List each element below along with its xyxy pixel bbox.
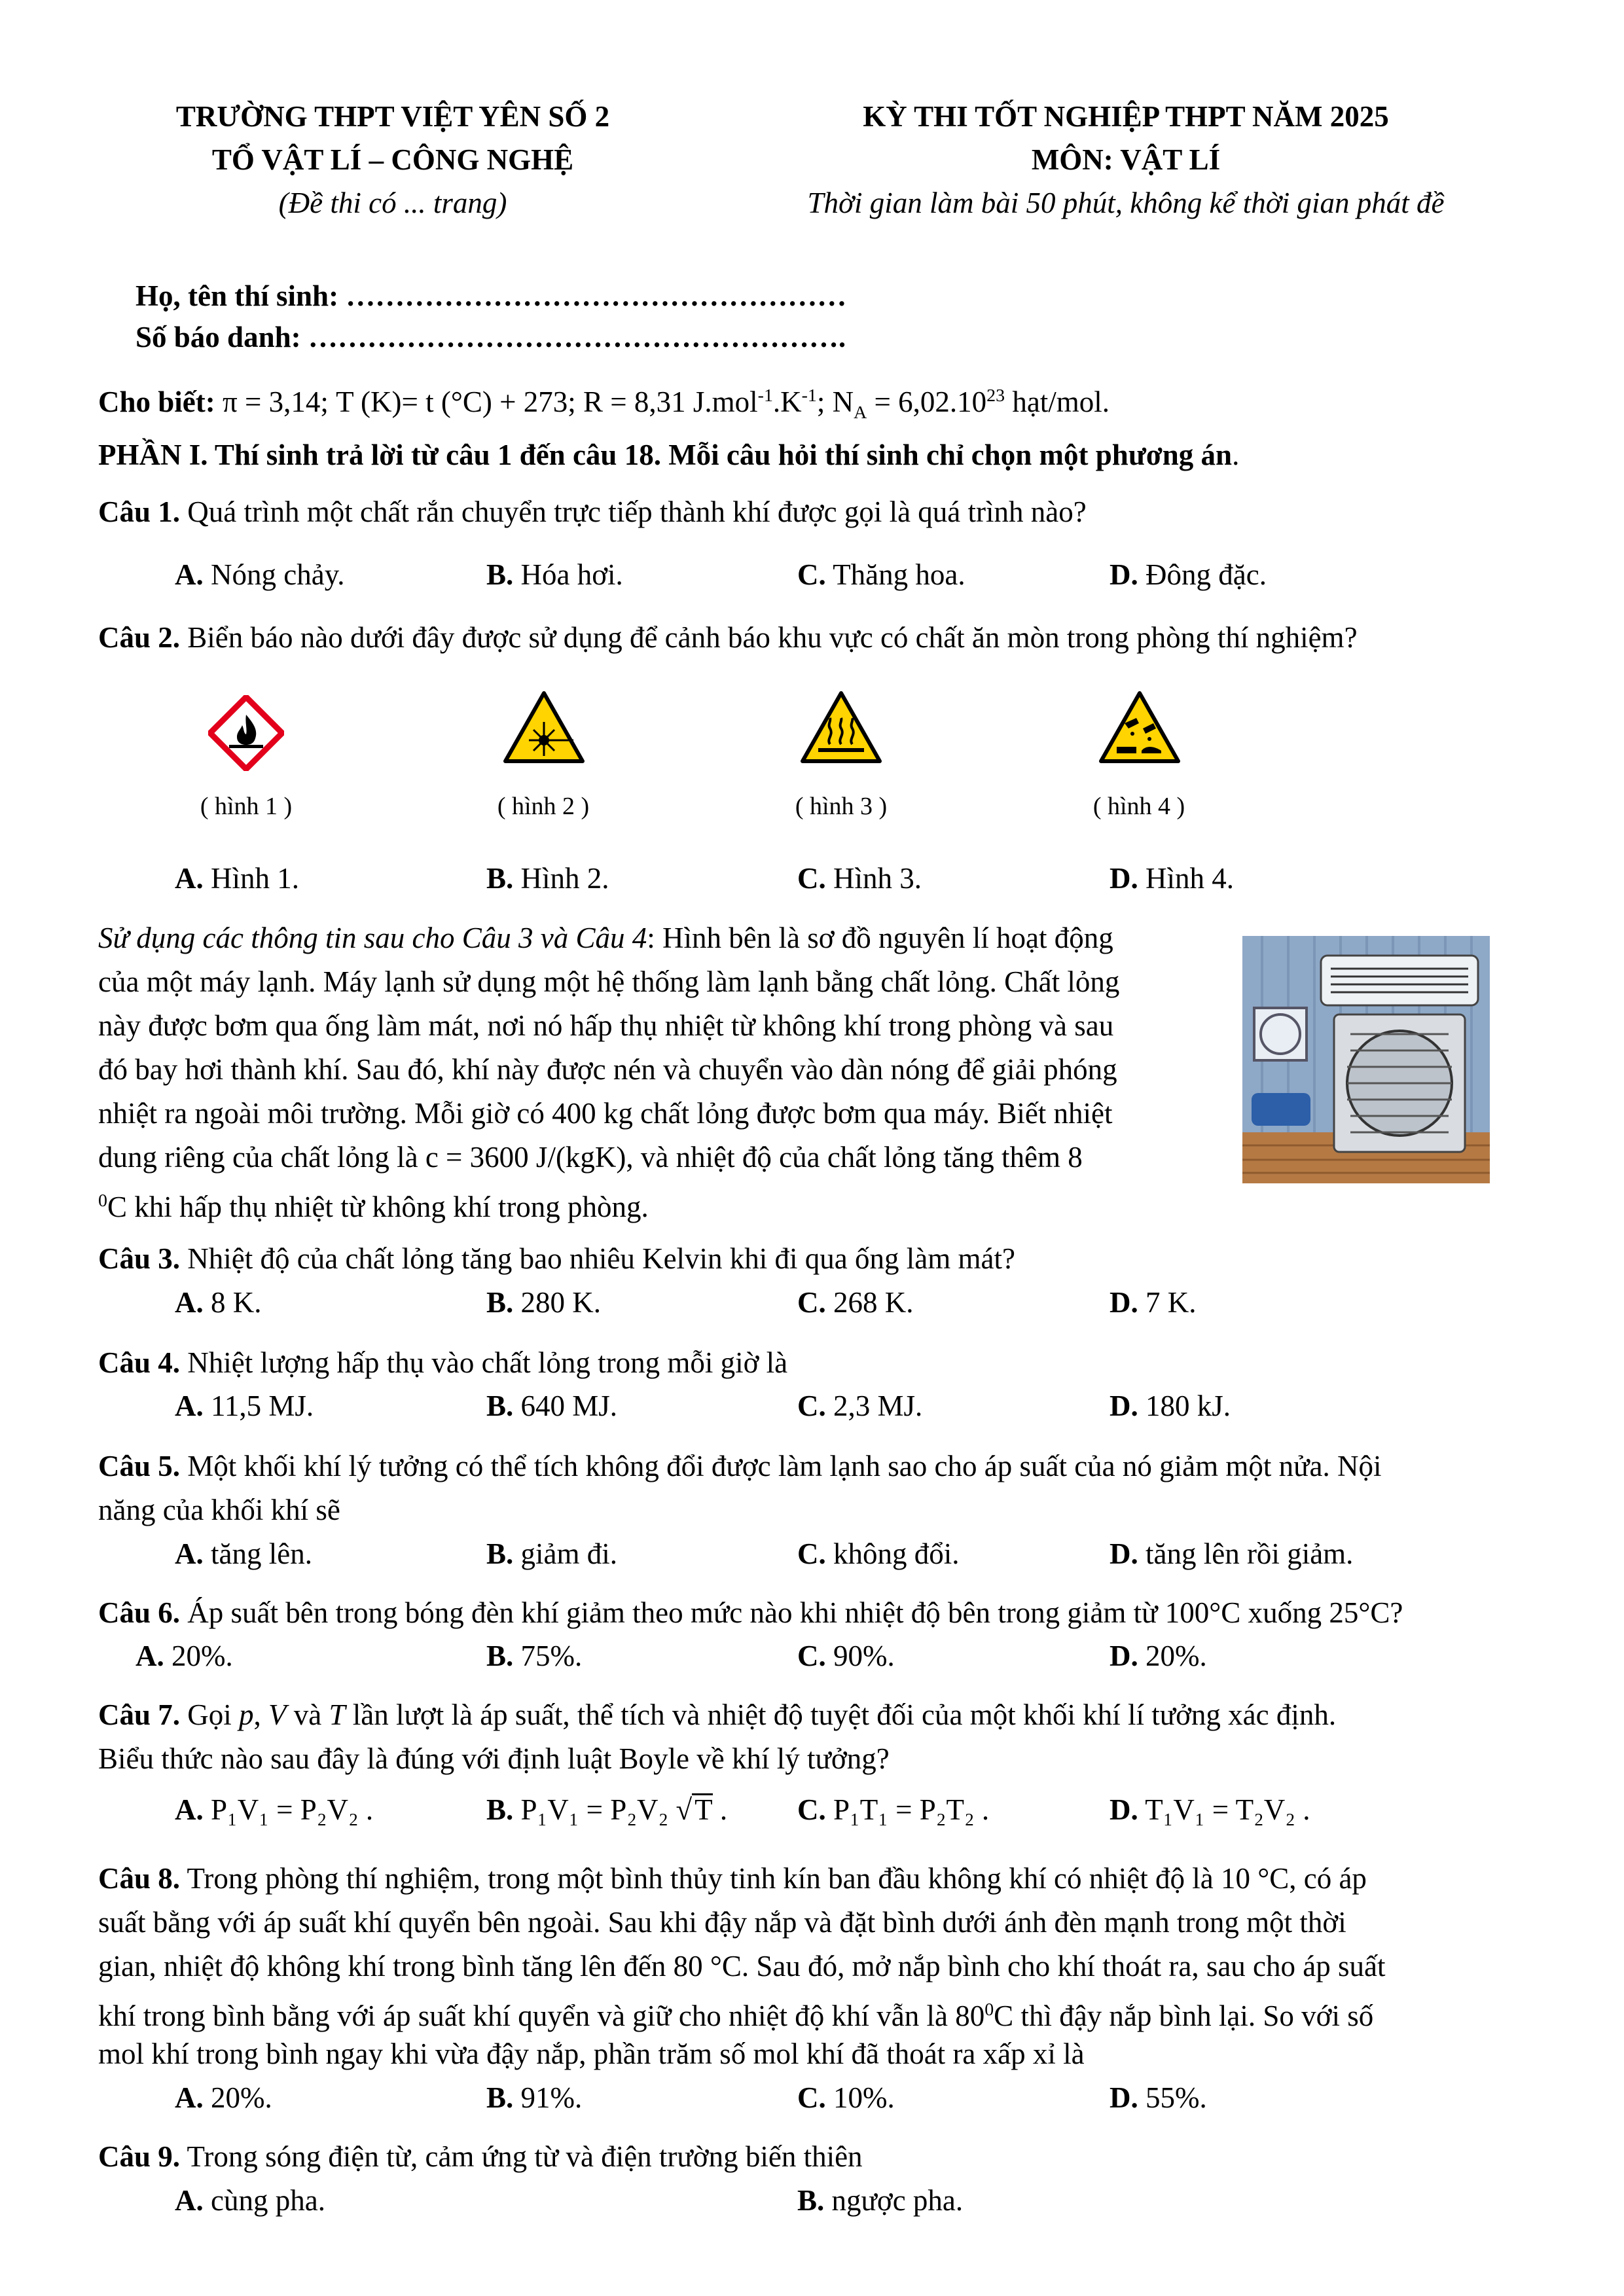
sign-caption-2: ( hình 2 ): [497, 793, 590, 820]
laser-warning-sign-icon: [503, 691, 585, 764]
q7-option-c[interactable]: C. P₁T₁ = P₂T₂ .: [797, 1793, 990, 1826]
q2-option-b[interactable]: B. Hình 2.: [486, 862, 609, 895]
department-name: TỔ VẬT LÍ – CÔNG NGHỆ: [211, 143, 574, 176]
question-2: Câu 2. Biển báo nào dưới đây được sử dụng để cảnh báo khu vực có chất ăn mòn trong phòng thí nghiệm?: [98, 621, 1358, 654]
q3-option-a[interactable]: A. 8 K.: [175, 1286, 262, 1319]
question-1: Câu 1. Quá trình một chất rắn chuyển trực tiếp thành khí được gọi là quá trình nào?: [98, 495, 1087, 528]
q4-option-b[interactable]: B. 640 MJ.: [486, 1390, 618, 1422]
q5-option-d[interactable]: D. tăng lên rồi giảm.: [1110, 1537, 1354, 1570]
context-line-1: Sử dụng các thông tin sau cho Câu 3 và Câu 4: Hình bên là sơ đồ nguyên lí hoạt động: [98, 922, 1113, 954]
question-7: Câu 7. Gọi p, V và T lần lượt là áp suất, thể tích và nhiệt độ tuyệt đối của một khối khí lí tưởng xác định.: [98, 1698, 1337, 1731]
sign-caption-1: ( hình 1 ): [200, 793, 293, 820]
q3-option-b[interactable]: B. 280 K.: [486, 1286, 602, 1319]
exam-subject: MÔN: VẬT LÍ: [1031, 143, 1221, 176]
q6-option-b[interactable]: B. 75%.: [486, 1640, 583, 1672]
flammable-sign-icon: [208, 695, 284, 771]
given-label: Cho biết:: [98, 386, 215, 418]
exam-title: KỲ THI TỐT NGHIỆP THPT NĂM 2025: [863, 100, 1389, 133]
question-3: Câu 3. Nhiệt độ của chất lỏng tăng bao nhiêu Kelvin khi đi qua ống làm mát?: [98, 1242, 1015, 1275]
context-line-5: nhiệt ra ngoài môi trường. Mỗi giờ có 400 kg chất lỏng được bơm qua máy. Biết nhiệt: [98, 1097, 1113, 1130]
question-9: Câu 9. Trong sóng điện từ, cảm ứng từ và điện trường biến thiên: [98, 2140, 863, 2173]
question-5: Câu 5. Một khối khí lý tưởng có thể tích không đổi được làm lạnh sao cho áp suất của nó giảm một nửa. Nội: [98, 1450, 1382, 1482]
question-8: Câu 8. Trong phòng thí nghiệm, trong một bình thủy tinh kín ban đầu không khí có nhiệt độ là 10 °C, có áp: [98, 1862, 1367, 1895]
sign-caption-4: ( hình 4 ): [1092, 793, 1185, 820]
candidate-id-line: Số báo danh: ……………………………………………….: [135, 321, 846, 353]
corrosive-sign-icon: [1098, 691, 1181, 764]
context-line-3: này được bơm qua ống làm mát, nơi nó hấp thụ nhiệt từ không khí trong phòng và sau: [98, 1009, 1114, 1042]
q4-option-a[interactable]: A. 11,5 MJ.: [175, 1390, 314, 1422]
q2-option-c[interactable]: C. Hình 3.: [797, 862, 922, 895]
school-name: TRƯỜNG THPT VIỆT YÊN SỐ 2: [175, 100, 610, 133]
q2-option-a[interactable]: A. Hình 1.: [175, 862, 299, 895]
q8-option-c[interactable]: C. 10%.: [797, 2081, 895, 2114]
q4-option-d[interactable]: D. 180 kJ.: [1110, 1390, 1231, 1422]
q3-option-c[interactable]: C. 268 K.: [797, 1286, 914, 1319]
context-line-4: đó bay hơi thành khí. Sau đó, khí này được nén và chuyển vào dàn nóng để giải phóng: [98, 1053, 1117, 1086]
q7-option-d[interactable]: D. T₁V₁ = T₂V₂ .: [1110, 1793, 1310, 1826]
q1-option-d[interactable]: D. Đông đặc.: [1110, 558, 1267, 591]
q6-option-a[interactable]: A. 20%.: [135, 1640, 233, 1672]
q1-option-c[interactable]: C. Thăng hoa.: [797, 558, 965, 591]
question-7-line-2: Biểu thức nào sau đây là đúng với định luật Boyle về khí lý tưởng?: [98, 1742, 890, 1775]
part1-heading: PHẦN I. Thí sinh trả lời từ câu 1 đến câu 18. Mỗi câu hỏi thí sinh chỉ chọn một phương án.: [98, 439, 1240, 471]
exam-time-note: Thời gian làm bài 50 phút, không kể thời gian phát đề: [807, 187, 1445, 219]
context-line-7: $^0$C khi hấp thụ nhiệt từ không khí trong phòng.: [98, 1191, 649, 1223]
hot-surface-sign-icon: [800, 691, 882, 764]
context-line-6: dung riêng của chất lỏng là c = 3600 J/(kgK), và nhiệt độ của chất lỏng tăng thêm 8: [98, 1141, 1083, 1174]
question-8-line-3: gian, nhiệt độ không khí trong bình tăng lên đến 80 °C. Sau đó, mở nắp bình cho khí thoát ra, sau cho áp suất: [98, 1950, 1386, 1982]
q2-option-d[interactable]: D. Hình 4.: [1110, 862, 1234, 895]
question-5-line-2: năng của khối khí sẽ: [98, 1494, 340, 1526]
q7-option-a[interactable]: A. P₁V₁ = P₂V₂ .: [175, 1793, 374, 1826]
sign-caption-3: ( hình 3 ): [795, 793, 888, 820]
q8-option-d[interactable]: D. 55%.: [1110, 2081, 1207, 2114]
q3-option-d[interactable]: D. 7 K.: [1110, 1286, 1197, 1319]
q4-option-c[interactable]: C. 2,3 MJ.: [797, 1390, 923, 1422]
q5-option-a[interactable]: A. tăng lên.: [175, 1537, 312, 1570]
question-6: Câu 6. Áp suất bên trong bóng đèn khí giảm theo mức nào khi nhiệt độ bên trong giảm từ 100°C xuống 25°C?: [98, 1596, 1403, 1629]
question-8-line-5: mol khí trong bình ngay khi vừa đậy nắp, phần trăm số mol khí đã thoát ra xấp xỉ là: [98, 2037, 1085, 2070]
q9-option-b[interactable]: B. ngược pha.: [797, 2184, 964, 2217]
q5-option-b[interactable]: B. giảm đi.: [486, 1537, 617, 1570]
q6-option-c[interactable]: C. 90%.: [797, 1640, 895, 1672]
air-conditioner-illustration: [1242, 936, 1490, 1183]
q1-option-a[interactable]: A. Nóng chảy.: [175, 558, 345, 591]
question-4: Câu 4. Nhiệt lượng hấp thụ vào chất lỏng trong mỗi giờ là: [98, 1346, 788, 1379]
question-8-line-4: khí trong bình bằng với áp suất khí quyển và giữ cho nhiệt độ khí vẫn là $80^0C$ thì đậy nắp bình lại. So với số: [98, 2000, 1374, 2032]
context-line-2: của một máy lạnh. Máy lạnh sử dụng một hệ thống làm lạnh bằng chất lỏng. Chất lỏng: [98, 965, 1120, 998]
q7-option-b[interactable]: B. P₁V₁ = P₂V₂ √T .: [486, 1793, 728, 1826]
q5-option-c[interactable]: C. không đổi.: [797, 1537, 960, 1570]
given-constants: Cho biết: π = 3,14; T (K)= t (°C) + 273; R = 8,31 $J.mol^{-1}.K^{-1}$; $N_A = 6,02.10^{23}$ hạt/mol.: [98, 386, 1110, 423]
q1-option-b[interactable]: B. Hóa hơi.: [486, 558, 623, 591]
candidate-name-line: Họ, tên thí sinh: ……………………………………………: [135, 279, 847, 312]
pages-note: (Đề thi có ... trang): [278, 187, 507, 219]
q6-option-d[interactable]: D. 20%.: [1110, 1640, 1207, 1672]
question-8-line-2: suất bằng với áp suất khí quyển bên ngoài. Sau khi đậy nắp và đặt bình dưới ánh đèn mạnh trong một thời: [98, 1906, 1346, 1939]
q9-option-a[interactable]: A. cùng pha.: [175, 2184, 325, 2217]
q8-option-a[interactable]: A. 20%.: [175, 2081, 272, 2114]
q8-option-b[interactable]: B. 91%.: [486, 2081, 583, 2114]
